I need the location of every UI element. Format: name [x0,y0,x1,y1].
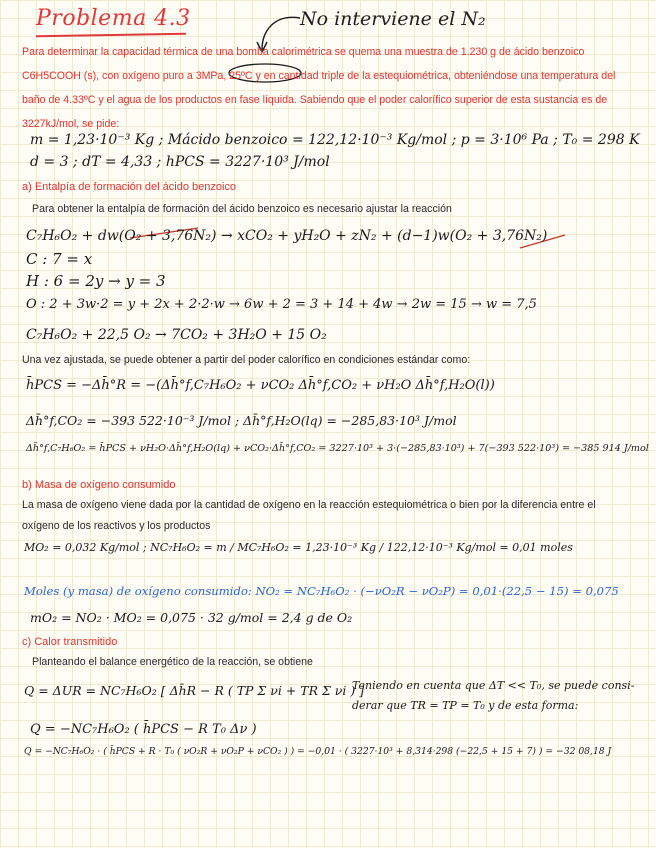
energy-balance: Q = ΔUR = NC₇H₆O₂ [ Δh̄R − R ( TP Σ νi + TR Σ νi ) ] [24,683,365,698]
oxygen-balance-text: O : 2 + 3w·2 = y + 2x + 2·2·w → 6w + 2 = 3 + 14 + 4w → 2w = 15 → w = 7,5 [26,297,537,312]
pcs-equation: h̄PCS = −Δh̄°R = −(Δh̄°f,C₇H₆O₂ + νCO₂ Δh̄°f,CO₂ + νH₂O Δh̄°f,H₂O(l)) [26,378,495,393]
formation-enthalpies: Δh̄°f,CO₂ = −393 522·10⁻³ J/mol ; Δh̄°f,H₂O(lq) = −285,83·10³ J/mol [26,413,457,428]
reaction-general: C₇H₆O₂ + dw(O₂ + 3,76N₂) → xCO₂ + yH₂O + zN₂ + (d−1)w(O₂ + 3,76N₂) [26,228,548,244]
oxygen-consumed-moles: Moles (y masa) de oxígeno consumido: NO₂ = NC₇H₆O₂ · (−νO₂R − νO₂P) = 0,01·(22,5 − 15) = 0,075 [24,584,619,598]
section-c-text: Planteando el balance energético de la reacción, se obtiene [32,656,313,668]
problem-title: Problema 4.3 [36,6,191,31]
heat-simplified: Q = −NC₇H₆O₂ ( h̄PCS − R T₀ Δν ) [30,722,257,737]
assumption-note-1: Teniendo en cuenta que ΔT << T₀, se puede consi- [352,679,635,692]
carbon-balance: C : 7 = x [26,250,93,268]
oxygen-balance [26,297,537,312]
given-data-line-2: d = 3 ; dT = 4,33 ; hPCS = 3227·10³ J/mol [30,154,330,170]
section-b-text: La masa de oxígeno viene dada por la cantidad de oxígeno en la reacción estequiométrica o bien por la diferencia entre el oxígeno de los reactivos y los productos [22,499,596,532]
title-underline [36,33,186,38]
section-a-heading: a) Entalpía de formación del ácido benzoico [22,181,237,193]
assumption-note-2: derar que TR = TP = T₀ y de esta forma: [352,699,579,712]
section-a-text-2: Una vez ajustada, se puede obtener a partir del poder calorífico en condiciones estándar como: [22,354,471,366]
given-data-line-1: m = 1,23·10⁻³ Kg ; Mácido benzoico = 122,12·10⁻³ Kg/mol ; p = 3·10⁶ Pa ; T₀ = 298 K [30,132,640,148]
problem-statement: Para determinar la capacidad térmica de una bomba calorimétrica se quema una muestra de 1.230 g de ácido benzoico C6H5COOH (s), con oxígeno puro a 3MPa, 25ºC y en cantidad triple de la estequiométrica, obteniéndose una temperatura del baño de 4.33ºC y el agua de los productos en fase líquida. Sabiendo que el poder calorífico superior de esta sustancia es de 3227kJ/mol, se pide: [22,46,616,130]
title-note: No interviene el N₂ [300,8,486,30]
section-a-text: Para obtener la entalpía de formación del ácido benzoico es necesario ajustar la reacción [32,203,452,215]
moles-benzoic: MO₂ = 0,032 Kg/mol ; NC₇H₆O₂ = m / MC₇H₆O₂ = 1,23·10⁻³ Kg / 122,12·10⁻³ Kg/mol = 0,01 moles [24,541,573,554]
section-b-heading: b) Masa de oxígeno consumido [22,479,176,491]
oxygen-consumed-mass: mO₂ = NO₂ · MO₂ = 0,075 · 32 g/mol = 2,4 g de O₂ [30,610,353,625]
hydrogen-balance: H : 6 = 2y → y = 3 [26,272,166,290]
balanced-reaction: C₇H₆O₂ + 22,5 O₂ → 7CO₂ + 3H₂O + 15 O₂ [26,327,327,343]
heat-result: Q = −NC₇H₆O₂ · ( h̄PCS + R · T₀ ( νO₂R + νO₂P + νCO₂ ) ) = −0,01 · ( 3227·10³ + 8,314·298 (−22,5 + 15 + 7) ) = −32 08,18 J [24,746,612,757]
section-c-heading: c) Calor transmitido [22,636,118,648]
benzoic-formation-enthalpy: Δh̄°f,C₇H₆O₂ = h̄PCS + νH₂O·Δh̄°f,H₂O(lq) + νCO₂·Δh̄°f,CO₂ = 3227·10³ + 3·(−285,83·10³) + 7(−393 522·10³) = −385 914 J/mol [26,443,649,454]
